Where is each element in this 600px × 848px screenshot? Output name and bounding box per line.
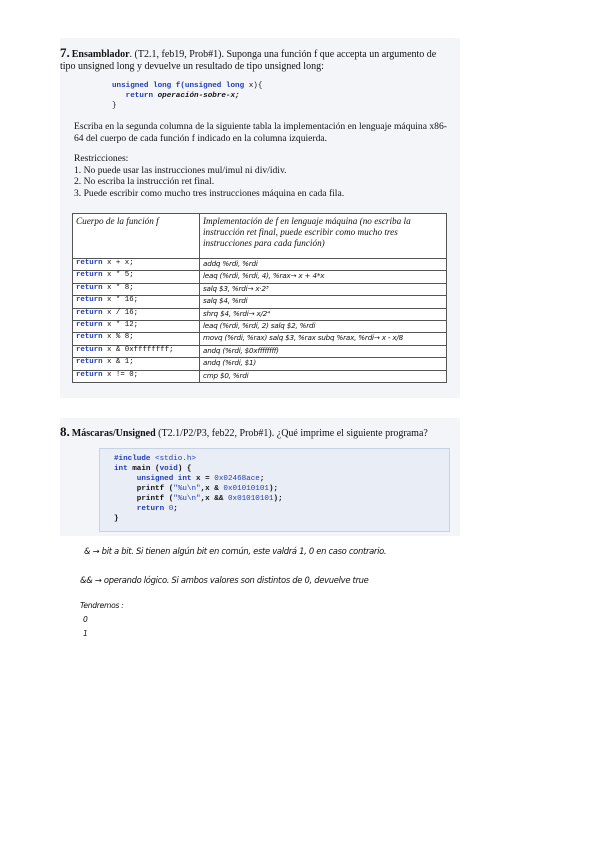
handwritten-answer: salq $4, %rdi <box>203 296 248 306</box>
return-keyword: return <box>76 370 103 379</box>
code-format-1: "%u\n" <box>173 485 201 493</box>
code-and-op: ,x & <box>200 485 224 493</box>
return-keyword: return <box>76 333 103 342</box>
table-row <box>73 345 447 357</box>
answer-cell <box>200 308 447 320</box>
q7-instructions: Escriba en la segunda columna de la siguiente tabla la implementación en lenguaje máquina x86-64 del cuerpo de cada función f indicado en la columna izquierda. <box>74 121 447 144</box>
answer-cell <box>200 296 447 308</box>
code-close-brace: } <box>114 515 119 523</box>
table-row <box>73 358 447 370</box>
q8-code-box <box>99 448 450 532</box>
code-include: #include <box>114 455 156 463</box>
expression: x + x; <box>102 259 134 267</box>
handwritten-annotation: → x + 4*x <box>290 271 325 281</box>
code-int: int <box>114 465 128 473</box>
answer-cell <box>200 333 447 345</box>
q7-code-line3: } <box>112 102 117 110</box>
code-semicolon: ; <box>259 475 265 483</box>
restriction-2: 2. No escriba la instrucción ret final. <box>74 176 215 187</box>
function-body-cell <box>73 333 200 345</box>
header-function-body: Cuerpo de la función f <box>73 214 200 259</box>
q7-code-line1a: unsigned long f(unsigned long <box>112 82 249 90</box>
expression: x * 5; <box>102 271 134 280</box>
handwritten-answer: leaq (%rdi, %rdi, 2) salq $2, %rdi <box>203 320 316 330</box>
handwritten-answer: addq %rdi, %rdi <box>203 259 258 268</box>
q7-code-line1b: x){ <box>248 82 263 90</box>
answer-cell <box>200 283 447 295</box>
code-brace: ) { <box>177 465 192 473</box>
function-body-cell <box>73 320 200 332</box>
handwritten-answer: andq (%rdi, $1) <box>203 358 257 368</box>
code-end-3: ; <box>173 505 178 513</box>
return-keyword: return <box>76 358 103 367</box>
table-header-row <box>73 214 447 259</box>
function-body-cell <box>73 345 200 357</box>
code-header-name: <stdio.h> <box>155 455 197 463</box>
q8-number: 8. <box>60 424 70 439</box>
expression: x != 0; <box>102 370 139 379</box>
q7-title: Ensamblador <box>71 49 130 60</box>
q8-title: Máscaras/Unsigned <box>71 428 156 439</box>
code-void: void <box>159 465 178 473</box>
handwritten-answer: leaq (%rdi, %rdi, 4), %rax <box>203 271 291 281</box>
answer-cell <box>200 345 447 357</box>
handwritten-answer: cmp $0, %rdi <box>203 370 249 380</box>
return-keyword: return <box>76 296 103 305</box>
q7-number: 7. <box>60 45 70 60</box>
implementation-table <box>72 213 447 383</box>
function-body-cell <box>73 358 200 370</box>
handwritten-note-bitwise: & → bit a bit. Si tienen algún bit en común, este valdrá 1, 0 en caso contrario. <box>84 546 387 556</box>
code-return: return <box>136 505 165 513</box>
return-keyword: return <box>76 259 103 267</box>
expression: x * 8; <box>102 283 134 292</box>
handwritten-answer: salq $3, %rdi <box>203 283 248 293</box>
code-end-2: ); <box>273 495 283 503</box>
table-row <box>73 296 447 308</box>
table-row <box>73 308 447 320</box>
function-body-cell <box>73 259 200 271</box>
q7-code-line2-kw: return <box>125 92 158 100</box>
q7-restrictions <box>74 153 454 199</box>
function-body-cell <box>73 283 200 295</box>
table-row <box>73 320 447 332</box>
function-body-cell <box>73 271 200 283</box>
expression: x * 16; <box>102 296 139 305</box>
answer-cell <box>200 271 447 283</box>
function-body-cell <box>73 308 200 320</box>
table-row <box>73 283 447 295</box>
function-body-cell <box>73 296 200 308</box>
q8-heading <box>60 426 452 440</box>
code-x-assign: x = <box>191 475 215 483</box>
return-keyword: return <box>76 320 103 329</box>
restriction-3: 3. Puede escribir como mucho tres instrucciones máquina en cada fila. <box>74 187 345 199</box>
return-keyword: return <box>76 283 103 292</box>
code-end-1: ); <box>268 485 279 493</box>
return-keyword: return <box>76 308 103 317</box>
code-printf-2: printf ( <box>136 495 174 503</box>
handwritten-result-2: 1 <box>83 629 88 638</box>
restrictions-title: Restricciones: <box>74 153 129 164</box>
answer-cell <box>200 358 447 370</box>
code-format-2: "%u\n" <box>173 495 201 503</box>
q8-ref: (T2.1/P2/P3, feb22, Prob#1). ¿Qué imprime el siguiente programa? <box>155 428 428 439</box>
return-keyword: return <box>76 271 103 280</box>
code-printf-1: printf ( <box>136 485 174 493</box>
handwritten-annotation: → x/2⁴ <box>248 308 270 318</box>
answer-cell <box>200 320 447 332</box>
expression: x % 8; <box>102 333 134 342</box>
q7-ref: . (T2.1, feb19, Prob#1). Suponga una función f que accepta un argumento de tipo unsigned long y devuelve un resultado de tipo unsigned long: <box>60 49 437 72</box>
header-implementation: Implementación de f en lenguaje máquina (no escriba la instrucción ret final, puede escribir como mucho tres instrucciones para cada función) <box>200 214 447 259</box>
handwritten-answer: movq (%rdi, %rax) salq $3, %rax subq %rax, %rdi <box>203 333 374 343</box>
code-unsigned: unsigned int <box>136 475 192 483</box>
q7-code-line2-em: operación-sobre-x; <box>157 92 240 100</box>
expression: x * 12; <box>102 320 139 329</box>
code-logical-and: ,x && <box>200 495 228 503</box>
q7-heading <box>60 47 452 73</box>
answer-cell <box>200 259 447 271</box>
expression: x / 16; <box>102 308 139 317</box>
restriction-1: 1. No puede usar las instrucciones mul/imul ni div/idiv. <box>74 164 287 176</box>
code-hex-value: 0x02468ace <box>214 475 260 483</box>
table-row <box>73 271 447 283</box>
return-keyword: return <box>76 345 103 354</box>
handwritten-result-1: 0 <box>83 615 88 624</box>
handwritten-note-result-label: Tendremos : <box>80 601 124 610</box>
table-row <box>73 333 447 345</box>
expression: x & 0xffffffff; <box>102 345 174 354</box>
q7-code <box>112 81 262 111</box>
code-main: main ( <box>127 465 160 473</box>
handwritten-answer: shrq $4, %rdi <box>203 308 249 318</box>
table-row <box>73 259 447 271</box>
handwritten-note-logical: && → operando lógico. Si ambos valores son distintos de 0, devuelve true <box>80 575 369 585</box>
code-mask-1: 0x01010101 <box>223 485 269 493</box>
function-body-cell <box>73 370 200 382</box>
code-zero: 0 <box>164 505 174 513</box>
code-mask-2: 0x01010101 <box>227 495 274 503</box>
expression: x & 1; <box>102 358 134 367</box>
table-row <box>73 370 447 382</box>
q8-code <box>114 454 283 524</box>
handwritten-answer: andq (%rdi, $0xffffffff) <box>203 345 279 355</box>
handwritten-annotation: → x - x/8 <box>373 333 404 343</box>
handwritten-annotation: → x·2³ <box>247 283 269 293</box>
answer-cell <box>200 370 447 382</box>
